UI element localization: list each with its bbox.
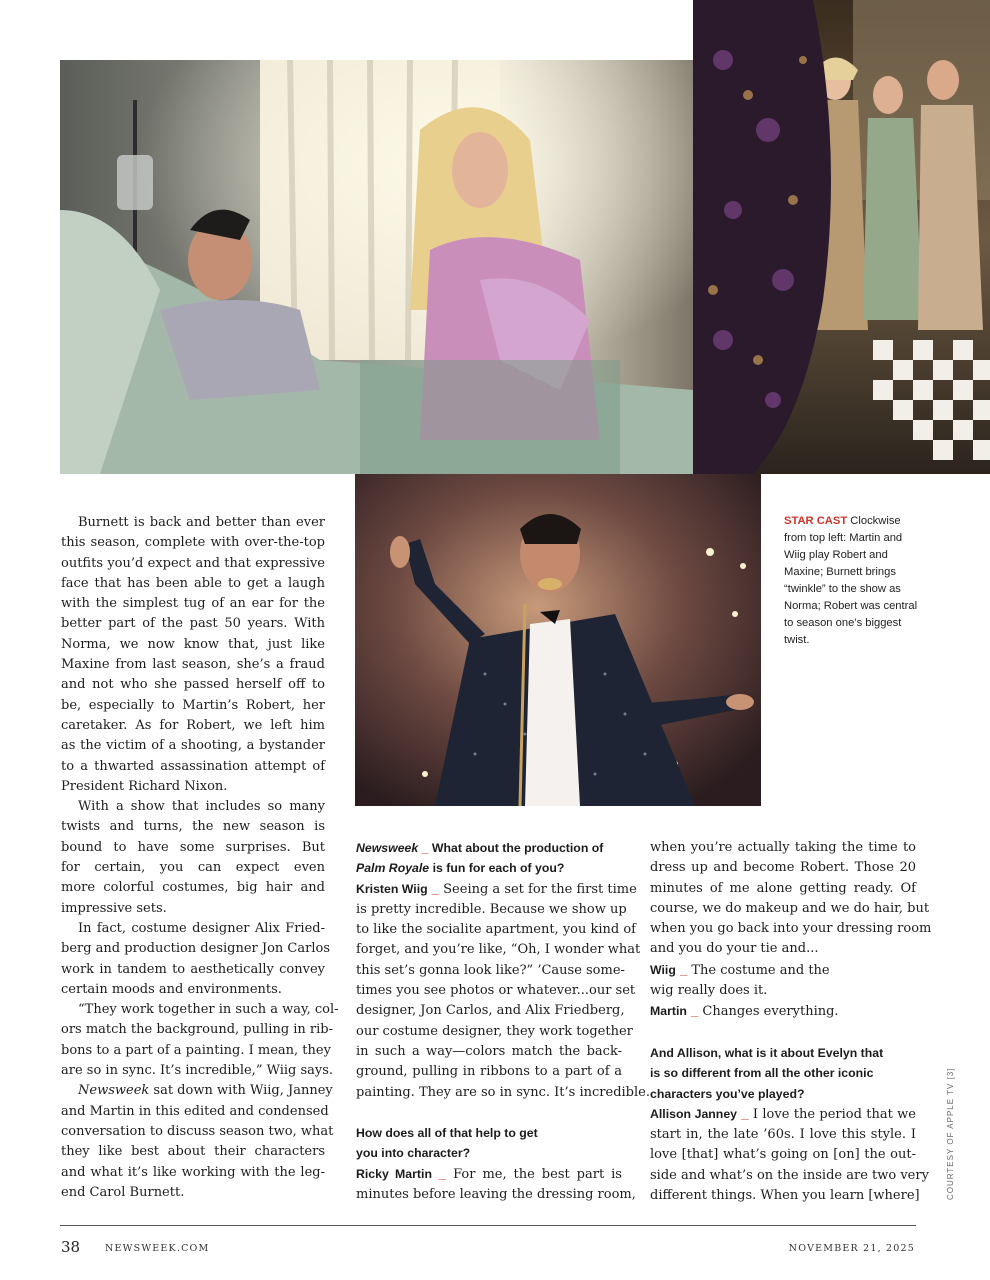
footer-rule <box>60 1225 916 1226</box>
separator-mark: _ <box>431 880 440 896</box>
separator-mark: _ <box>741 1105 749 1121</box>
answer-line: and you do your tie and... <box>650 941 819 957</box>
body-line: bons to a part of a painting. I mean, they <box>61 1042 331 1058</box>
answer-line: Martin _ Changes everything. <box>650 1003 839 1020</box>
body-line: impressive sets. <box>61 900 167 916</box>
answer-line: start in, the late ’60s. I love this style. I <box>650 1127 916 1143</box>
body-line: and not who she passed herself off to <box>61 677 325 693</box>
publication-name: Newsweek <box>78 1083 150 1099</box>
body-line: more colorful costumes, big hair and <box>61 880 325 896</box>
answer-line: dress up and become Robert. Those 20 <box>650 860 916 876</box>
answer-line: wig really does it. <box>650 983 768 999</box>
question-line: is so different from all the other iconic <box>650 1066 874 1081</box>
answer-line: our costume designer, they work together <box>356 1023 633 1039</box>
body-line: work in tandem to aesthetically convey <box>61 961 325 977</box>
body-line: better part of the past 50 years. With <box>61 616 325 632</box>
body-line: President Richard Nixon. <box>61 778 228 794</box>
singer-stage-photo <box>355 474 761 806</box>
answer-line: when you go back into your dressing room <box>650 921 932 937</box>
body-line: Newsweek sat down with Wiig, Janney <box>78 1083 333 1099</box>
caption-text: Clockwise from top left: Martin and Wiig play Robert and Maxine; Burnett brings “twinkle” to the show as Norma; Robert was central to season one’s biggest twist. <box>784 515 918 646</box>
article-column-1 <box>61 513 339 1203</box>
body-line: be, especially to Martin’s Robert, her <box>61 697 325 713</box>
question-line: Newsweek _ What about the production of <box>356 841 604 855</box>
answer-line: Ricky Martin _ For me, the best part is <box>356 1165 622 1182</box>
body-line: Burnett is back and better than ever <box>78 515 325 530</box>
interviewer-name: Newsweek <box>356 841 419 855</box>
issue-date: NOVEMBER 21, 2025 <box>788 1243 915 1254</box>
answer-line: in such a way—colors match the back- <box>356 1043 622 1059</box>
site-link[interactable]: NEWSWEEK.COM <box>105 1243 210 1254</box>
answer-line: Wiig _ The costume and the <box>650 961 830 978</box>
body-line: Maxine from last season, she’s a fraud <box>61 657 325 673</box>
answer-line: Allison Janney _ I love the period that we <box>650 1105 916 1122</box>
hospital-scene-photo <box>60 60 693 474</box>
separator-mark: _ <box>691 1003 699 1019</box>
question-line: Palm Royale is fun for each of you? <box>356 861 565 876</box>
show-title: Palm Royale <box>356 861 430 876</box>
body-line: with the simplest tug of an ear for the <box>61 596 325 612</box>
body-line: for certain, you can expect even <box>61 860 325 876</box>
question-line: you into character? <box>356 1146 471 1161</box>
body-line: to a thwarted assassination attempt of <box>61 758 325 774</box>
body-line: end Carol Burnett. <box>61 1184 185 1200</box>
answer-line: love [that] what’s going on [on] the out- <box>650 1147 916 1163</box>
caption-label: STAR CAST <box>784 515 848 527</box>
body-line: ors match the background, pulling in rib- <box>61 1022 334 1038</box>
body-line: and what it’s like working with the leg- <box>61 1164 325 1180</box>
body-line: face that has been able to get a laugh <box>61 575 325 591</box>
body-line: as the victim of a shooting, a bystander <box>61 738 325 754</box>
party-scene-photo <box>693 0 990 474</box>
body-line: certain moods and environments. <box>61 981 282 997</box>
speaker-name: Ricky Martin <box>356 1166 432 1181</box>
answer-line: when you’re actually taking the time to <box>650 840 916 855</box>
body-line: bound to have some surprises. But <box>61 839 325 855</box>
body-line: this season, complete with over-the-top <box>61 535 325 551</box>
answer-line: Kristen Wiig _ Seeing a set for the first time <box>356 880 637 897</box>
answer-line: ground, pulling in ribbons to a part of a <box>356 1064 622 1080</box>
paragraph-gap <box>650 1023 916 1043</box>
answer-line: course, we do makeup and we do hair, but <box>650 900 930 916</box>
body-line: and Martin in this edited and condensed <box>61 1103 329 1119</box>
answer-line: forget, and you’re like, “Oh, I wonder what <box>356 942 641 958</box>
question-line: How does all of that help to get <box>356 1126 538 1141</box>
answer-line: is pretty incredible. Because we show up <box>356 901 627 917</box>
body-line: In fact, costume designer Alix Fried- <box>78 920 325 936</box>
question-line: And Allison, what is it about Evelyn that <box>650 1045 884 1060</box>
interview-column-2 <box>356 838 650 1205</box>
page-number: 38 <box>61 1238 81 1256</box>
body-line: outfits you’d expect and that expressive <box>61 555 325 571</box>
body-line: “They work together in such a way, col- <box>78 1002 339 1018</box>
answer-line: to like the socialite apartment, you kind of <box>356 922 636 938</box>
body-line: they like best about their characters <box>61 1144 325 1160</box>
answer-line: painting. They are so in sync. It’s incredible. <box>356 1084 650 1100</box>
answer-line: times you see photos or whatever...our set <box>356 983 636 999</box>
speaker-name: Martin <box>650 1004 687 1019</box>
separator-mark: _ <box>438 1165 447 1181</box>
answer-line: different things. When you learn [where] <box>650 1188 920 1204</box>
speaker-name: Allison Janney <box>650 1106 737 1121</box>
separator-mark: _ <box>421 841 429 855</box>
body-line: twists and turns, the new season is <box>61 819 325 835</box>
question-line: characters you’ve played? <box>650 1086 805 1101</box>
body-line: With a show that includes so many <box>78 799 325 815</box>
answer-line: minutes before leaving the dressing room, <box>356 1187 636 1203</box>
body-line: caretaker. As for Robert, we left him <box>61 717 325 733</box>
interview-column-3 <box>650 838 932 1206</box>
photo-credit: COURTESY OF APPLE TV [3] <box>946 1067 955 1200</box>
body-line: Norma, we now know that, just like <box>61 636 325 652</box>
body-line: conversation to discuss season two, what <box>61 1123 334 1139</box>
speaker-name: Wiig <box>650 962 676 977</box>
photo-caption <box>784 513 924 649</box>
paragraph-gap <box>356 1103 622 1123</box>
separator-mark: _ <box>679 961 688 977</box>
speaker-name: Kristen Wiig <box>356 881 428 896</box>
body-line: berg and production designer Jon Carlos <box>61 941 331 957</box>
answer-line: side and what’s on the inside are two very <box>650 1167 929 1183</box>
body-line: are so in sync. It’s incredible,” Wiig says. <box>61 1063 334 1079</box>
answer-line: minutes of me alone getting ready. Of <box>650 880 916 896</box>
answer-line: designer, Jon Carlos, and Alix Friedberg, <box>356 1003 625 1019</box>
answer-line: this set’s gonna look like?” ’Cause some- <box>356 962 625 978</box>
